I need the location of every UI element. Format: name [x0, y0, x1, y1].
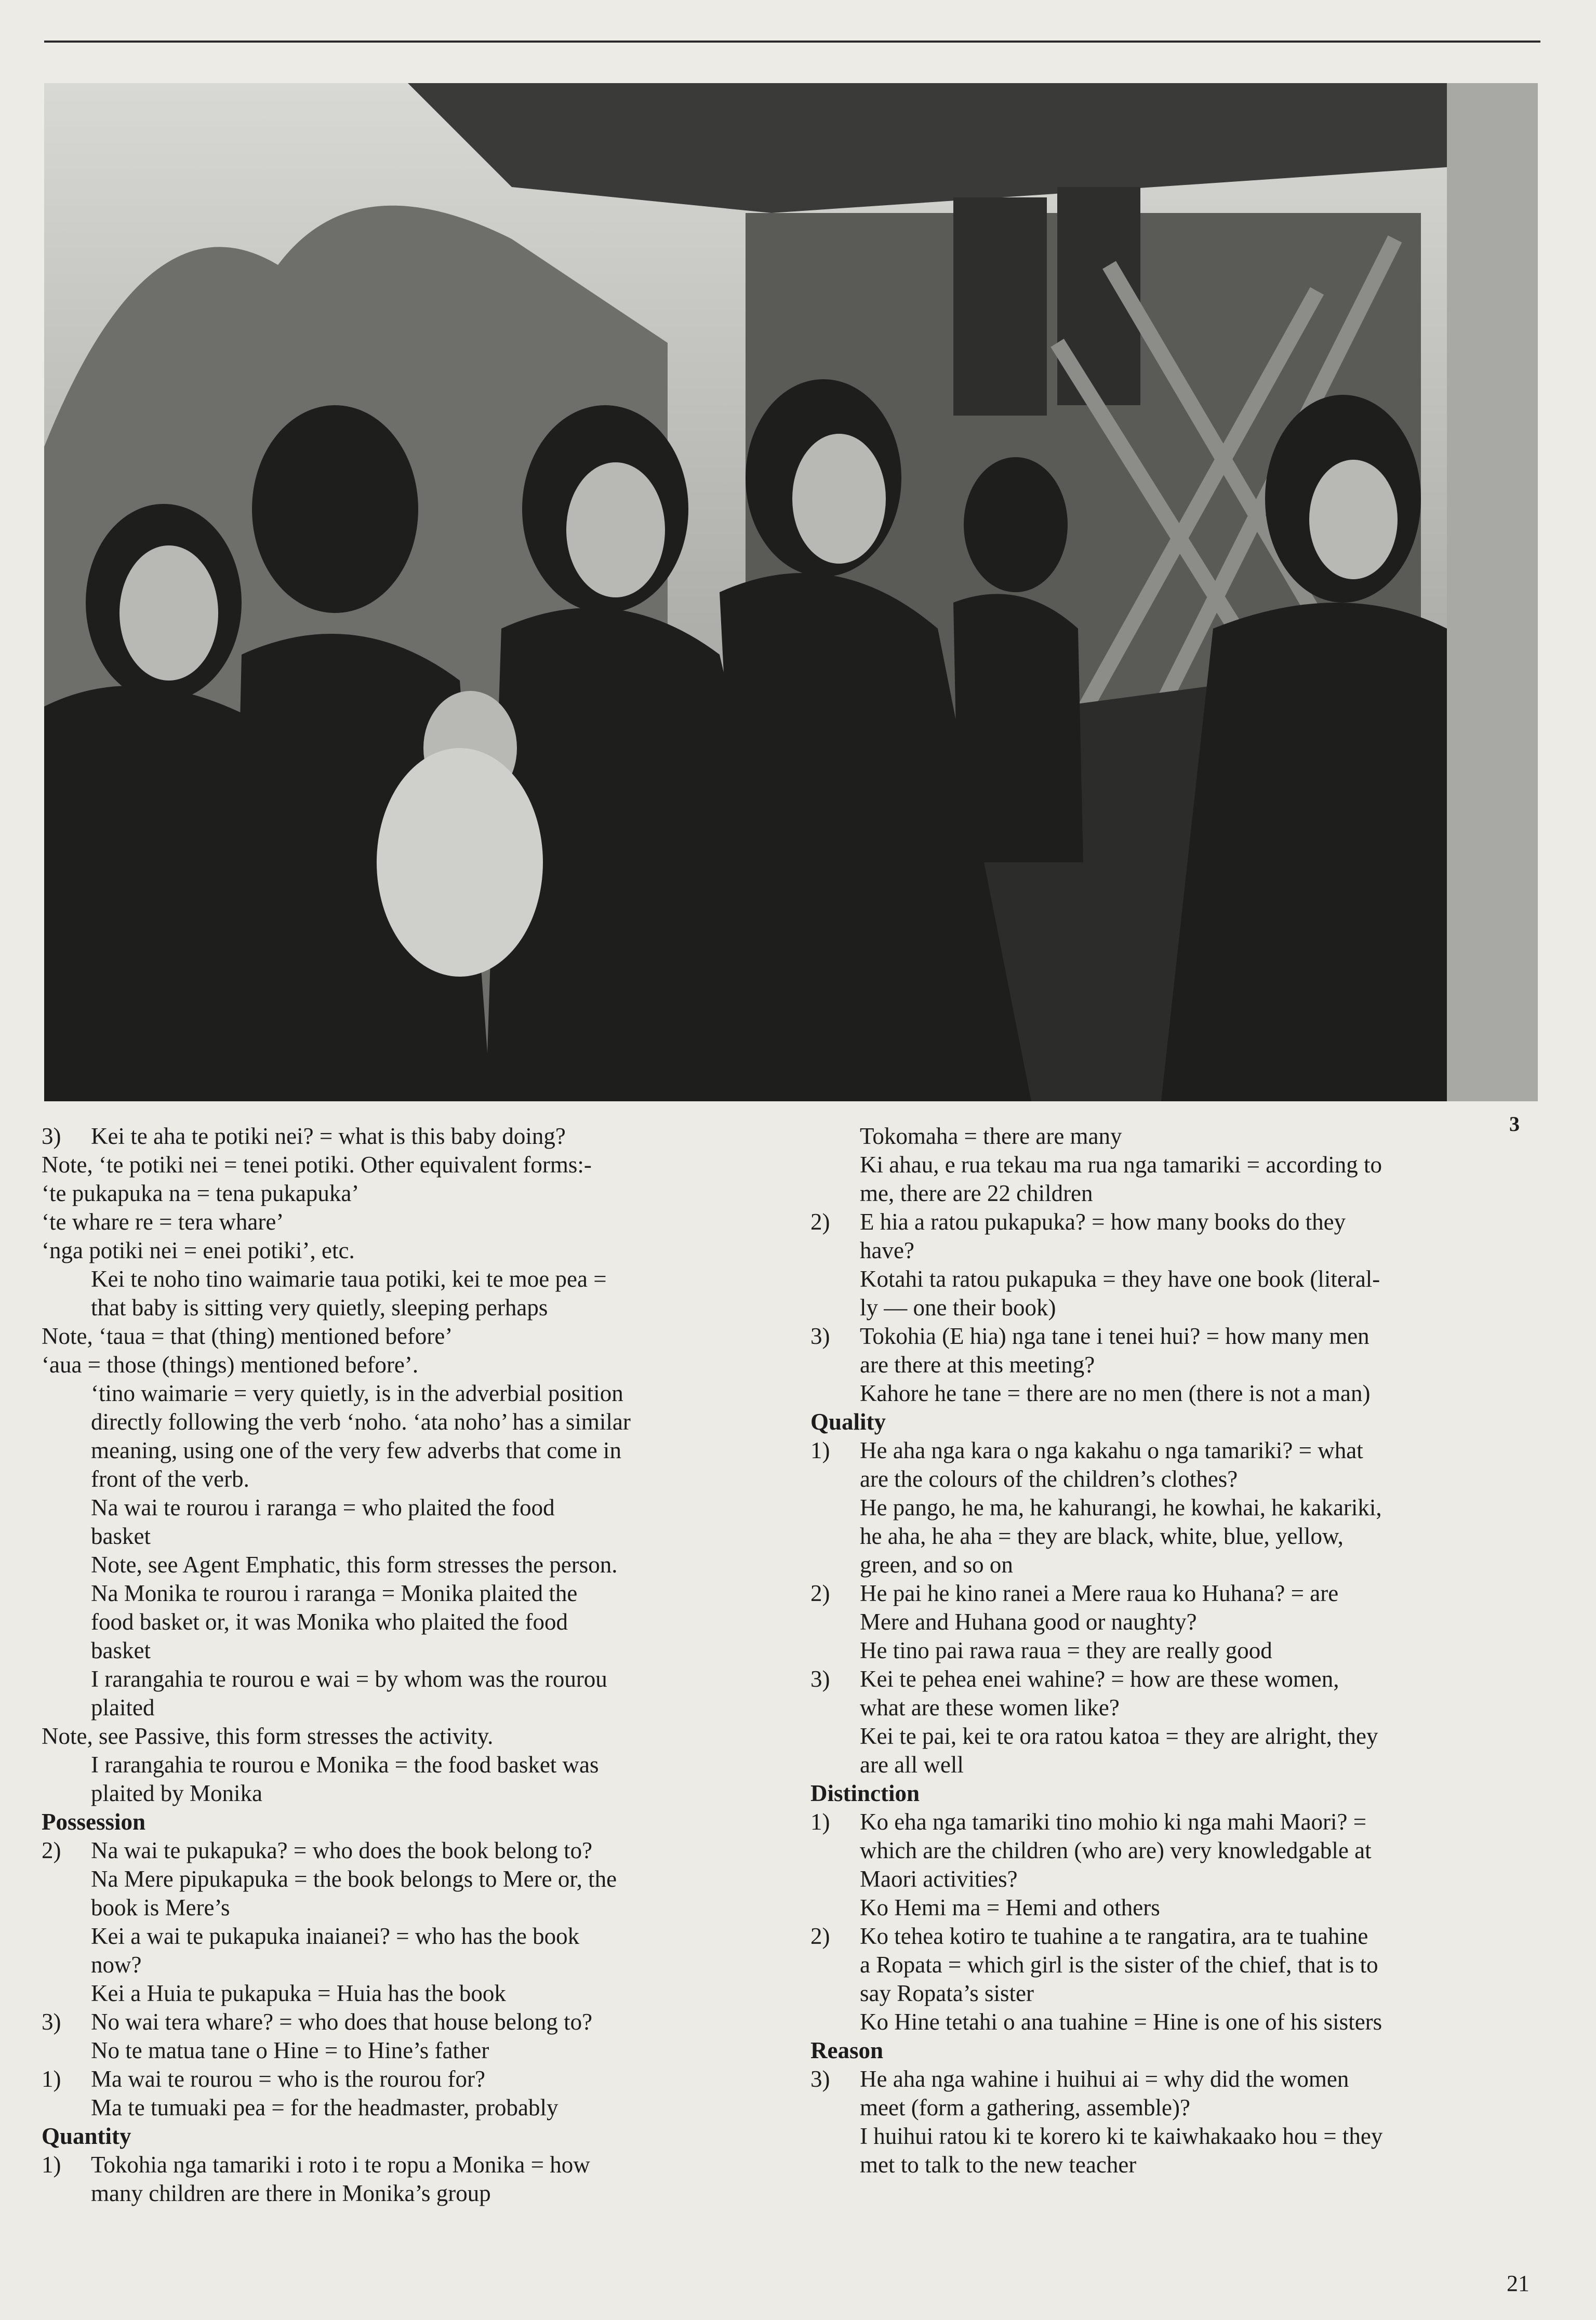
- line-text: basket: [91, 1523, 151, 1549]
- photo-number: 3: [1509, 1112, 1520, 1136]
- line-text: Kei te aha te potiki nei? = what is this baby doing?: [91, 1123, 566, 1149]
- text-line: [810, 1151, 1538, 1179]
- text-line: [810, 1351, 1538, 1379]
- text-line: [42, 1865, 769, 1894]
- text-line: [42, 1179, 769, 1208]
- text-line: [42, 1894, 769, 1922]
- item-number: 3): [42, 2009, 61, 2035]
- text-line: [42, 1579, 769, 1608]
- item-number: 3): [42, 1123, 61, 1149]
- section-heading: [42, 2122, 769, 2151]
- text-line: [42, 1122, 769, 1151]
- line-text: E hia a ratou pukapuka? = how many books do they: [860, 1209, 1346, 1235]
- text-line: [810, 1808, 1538, 1836]
- line-text: Quality: [810, 1409, 886, 1435]
- line-text: which are the children (who are) very knowledgable at: [860, 1837, 1372, 1863]
- text-line: [42, 1636, 769, 1665]
- text-line: [42, 1465, 769, 1494]
- photograph: [44, 83, 1538, 1101]
- text-line: [810, 1865, 1538, 1894]
- text-line: [810, 1436, 1538, 1465]
- text-line: [810, 1665, 1538, 1694]
- line-text: ‘nga potiki nei = enei potiki’, etc.: [42, 1237, 355, 1263]
- text-line: [42, 1151, 769, 1179]
- text-line: [42, 1836, 769, 1865]
- line-text: plaited: [91, 1695, 155, 1721]
- line-text: Na wai te pukapuka? = who does the book belong to?: [91, 1837, 593, 1863]
- text-line: [810, 1494, 1538, 1522]
- line-text: ‘aua = those (things) mentioned before’.: [42, 1352, 419, 1378]
- line-text: directly following the verb ‘noho. ‘ata noho’ has a similar: [91, 1409, 631, 1435]
- text-line: [42, 1294, 769, 1322]
- text-line: [42, 1779, 769, 1808]
- line-text: He pai he kino ranei a Mere raua ko Huhana? = are: [860, 1580, 1339, 1606]
- section-heading: [810, 1408, 1538, 1436]
- line-text: ‘te whare re = tera whare’: [42, 1209, 284, 1235]
- line-text: now?: [91, 1952, 142, 1978]
- line-text: He aha nga wahine i huihui ai = why did the women: [860, 2066, 1349, 2092]
- text-line: [42, 1551, 769, 1579]
- text-line: [42, 1979, 769, 2008]
- section-heading: [810, 1779, 1538, 1808]
- text-line: [810, 1579, 1538, 1608]
- item-number: 3): [810, 2066, 830, 2092]
- line-text: Tokohia nga tamariki i roto i te ropu a Monika = how: [91, 2152, 590, 2178]
- text-line: [42, 1322, 769, 1351]
- line-text: Ko Hine tetahi o ana tuahine = Hine is one of his sisters: [860, 2009, 1382, 2035]
- item-number: 1): [810, 1809, 830, 1835]
- text-line: [810, 1294, 1538, 1322]
- line-text: front of the verb.: [91, 1466, 249, 1492]
- photo-women-group-icon: [44, 83, 1538, 1101]
- line-text: Kei te noho tino waimarie taua potiki, kei te moe pea =: [91, 1266, 607, 1292]
- text-line: [810, 1179, 1538, 1208]
- text-line: [42, 1436, 769, 1465]
- text-line: [42, 2065, 769, 2094]
- page-number: 21: [1507, 2271, 1530, 2296]
- line-text: Na Monika te rourou i raranga = Monika plaited the: [91, 1580, 578, 1606]
- line-text: Ma wai te rourou = who is the rourou for?: [91, 2066, 485, 2092]
- line-text: me, there are 22 children: [860, 1180, 1093, 1206]
- text-line: [42, 1408, 769, 1436]
- text-line: [42, 1751, 769, 1779]
- text-line: [810, 2151, 1538, 2179]
- line-text: Kei a wai te pukapuka inaianei? = who has the book: [91, 1923, 580, 1949]
- line-text: that baby is sitting very quietly, sleeping perhaps: [91, 1295, 548, 1321]
- line-text: basket: [91, 1637, 151, 1663]
- line-text: Ma te tumuaki pea = for the headmaster, probably: [91, 2095, 558, 2121]
- text-line: [42, 1208, 769, 1236]
- text-line: [42, 2036, 769, 2065]
- text-line: [810, 2122, 1538, 2151]
- text-line: [810, 2065, 1538, 2094]
- line-text: Note, ‘te potiki nei = tenei potiki. Other equivalent forms:-: [42, 1152, 592, 1178]
- line-text: He pango, he ma, he kahurangi, he kowhai, he kakariki,: [860, 1495, 1382, 1521]
- text-line: [42, 1351, 769, 1379]
- line-text: Kotahi ta ratou pukapuka = they have one book (literal-: [860, 1266, 1380, 1292]
- text-line: [810, 1551, 1538, 1579]
- line-text: Kahore he tane = there are no men (there is not a man): [860, 1380, 1371, 1406]
- line-text: Maori activities?: [860, 1866, 1018, 1892]
- line-text: met to talk to the new teacher: [860, 2152, 1137, 2178]
- line-text: No wai tera whare? = who does that house belong to?: [91, 2009, 593, 2035]
- line-text: ‘te pukapuka na = tena pukapuka’: [42, 1180, 360, 1206]
- line-text: food basket or, it was Monika who plaited the food: [91, 1609, 568, 1635]
- text-line: [42, 2179, 769, 2208]
- item-number: 1): [810, 1437, 830, 1463]
- line-text: ly — one their book): [860, 1295, 1056, 1321]
- line-text: Kei te pehea enei wahine? = how are these women,: [860, 1666, 1339, 1692]
- text-line: [42, 1665, 769, 1694]
- item-number: 2): [42, 1837, 61, 1863]
- item-number: 3): [810, 1323, 830, 1349]
- text-line: [810, 1951, 1538, 1979]
- line-text: Na Mere pipukapuka = the book belongs to Mere or, the: [91, 1866, 617, 1892]
- section-heading: [810, 2036, 1538, 2065]
- line-text: are all well: [860, 1752, 964, 1778]
- line-text: what are these women like?: [860, 1695, 1120, 1721]
- item-number: 2): [810, 1923, 830, 1949]
- text-line: [810, 2008, 1538, 2036]
- line-text: Kei a Huia te pukapuka = Huia has the book: [91, 1980, 506, 2006]
- line-text: are there at this meeting?: [860, 1352, 1095, 1378]
- left-column: [42, 1122, 769, 2208]
- item-number: 3): [810, 1666, 830, 1692]
- text-line: [42, 2008, 769, 2036]
- text-line: [810, 1379, 1538, 1408]
- line-text: say Ropata’s sister: [860, 1980, 1034, 2006]
- item-number: 2): [810, 1580, 830, 1606]
- text-line: [810, 1694, 1538, 1722]
- text-line: [810, 2094, 1538, 2122]
- text-line: [42, 1265, 769, 1294]
- line-text: Note, see Agent Emphatic, this form stresses the person.: [91, 1552, 618, 1578]
- section-heading: [42, 1808, 769, 1836]
- text-line: [810, 1922, 1538, 1951]
- line-text: many children are there in Monika’s group: [91, 2180, 491, 2206]
- text-line: [810, 1722, 1538, 1751]
- text-line: [42, 1236, 769, 1265]
- text-line: [810, 1208, 1538, 1236]
- line-text: Reason: [810, 2037, 884, 2063]
- text-line: [810, 1236, 1538, 1265]
- text-line: [42, 1722, 769, 1751]
- text-line: [42, 2151, 769, 2179]
- text-line: [810, 1122, 1538, 1151]
- text-line: [810, 1265, 1538, 1294]
- line-text: meet (form a gathering, assemble)?: [860, 2095, 1190, 2121]
- text-line: [42, 1522, 769, 1551]
- line-text: Tokohia (E hia) nga tane i tenei hui? = how many men: [860, 1323, 1369, 1349]
- text-line: [42, 1694, 769, 1722]
- text-line: [810, 1322, 1538, 1351]
- right-column: [810, 1122, 1538, 2179]
- line-text: ‘tino waimarie = very quietly, is in the adverbial position: [91, 1380, 623, 1406]
- line-text: Kei te pai, kei te ora ratou katoa = they are alright, they: [860, 1723, 1378, 1749]
- text-line: [42, 2094, 769, 2122]
- item-number: 2): [810, 1209, 830, 1235]
- text-line: [810, 1894, 1538, 1922]
- line-text: Ko eha nga tamariki tino mohio ki nga mahi Maori? =: [860, 1809, 1367, 1835]
- line-text: Na wai te rourou i raranga = who plaited the food: [91, 1495, 555, 1521]
- line-text: he aha, he aha = they are black, white, blue, yellow,: [860, 1523, 1344, 1549]
- line-text: Note, ‘taua = that (thing) mentioned before’: [42, 1323, 453, 1349]
- line-text: Ko Hemi ma = Hemi and others: [860, 1895, 1160, 1921]
- line-text: He tino pai rawa raua = they are really good: [860, 1637, 1272, 1663]
- line-text: I rarangahia te rourou e wai = by whom was the rourou: [91, 1666, 607, 1692]
- item-number: 1): [42, 2152, 61, 2178]
- text-line: [810, 1751, 1538, 1779]
- text-line: [810, 1608, 1538, 1636]
- line-text: green, and so on: [860, 1552, 1013, 1578]
- top-rule: [44, 41, 1540, 43]
- line-text: meaning, using one of the very few adverbs that come in: [91, 1437, 621, 1463]
- text-line: [810, 1979, 1538, 2008]
- line-text: Possession: [42, 1809, 146, 1835]
- line-text: He aha nga kara o nga kakahu o nga tamariki? = what: [860, 1437, 1363, 1463]
- text-line: [42, 1379, 769, 1408]
- line-text: Quantity: [42, 2123, 131, 2149]
- text-line: [42, 1494, 769, 1522]
- text-line: [42, 1922, 769, 1951]
- text-line: [810, 1465, 1538, 1494]
- line-text: have?: [860, 1237, 914, 1263]
- item-number: 1): [42, 2066, 61, 2092]
- line-text: Distinction: [810, 1780, 920, 1806]
- line-text: No te matua tane o Hine = to Hine’s father: [91, 2037, 489, 2063]
- text-line: [810, 1522, 1538, 1551]
- text-line: [810, 1636, 1538, 1665]
- line-text: Ki ahau, e rua tekau ma rua nga tamariki = according to: [860, 1152, 1382, 1178]
- line-text: Mere and Huhana good or naughty?: [860, 1609, 1197, 1635]
- line-text: plaited by Monika: [91, 1780, 262, 1806]
- line-text: I rarangahia te rourou e Monika = the food basket was: [91, 1752, 599, 1778]
- line-text: Ko tehea kotiro te tuahine a te rangatira, ara te tuahine: [860, 1923, 1368, 1949]
- text-line: [42, 1608, 769, 1636]
- line-text: I huihui ratou ki te korero ki te kaiwhakaako hou = they: [860, 2123, 1383, 2149]
- line-text: are the colours of the children’s clothes?: [860, 1466, 1238, 1492]
- line-text: book is Mere’s: [91, 1895, 230, 1921]
- line-text: a Ropata = which girl is the sister of the chief, that is to: [860, 1952, 1378, 1978]
- text-line: [810, 1836, 1538, 1865]
- text-line: [42, 1951, 769, 1979]
- line-text: Tokomaha = there are many: [860, 1123, 1122, 1149]
- line-text: Note, see Passive, this form stresses the activity.: [42, 1723, 494, 1749]
